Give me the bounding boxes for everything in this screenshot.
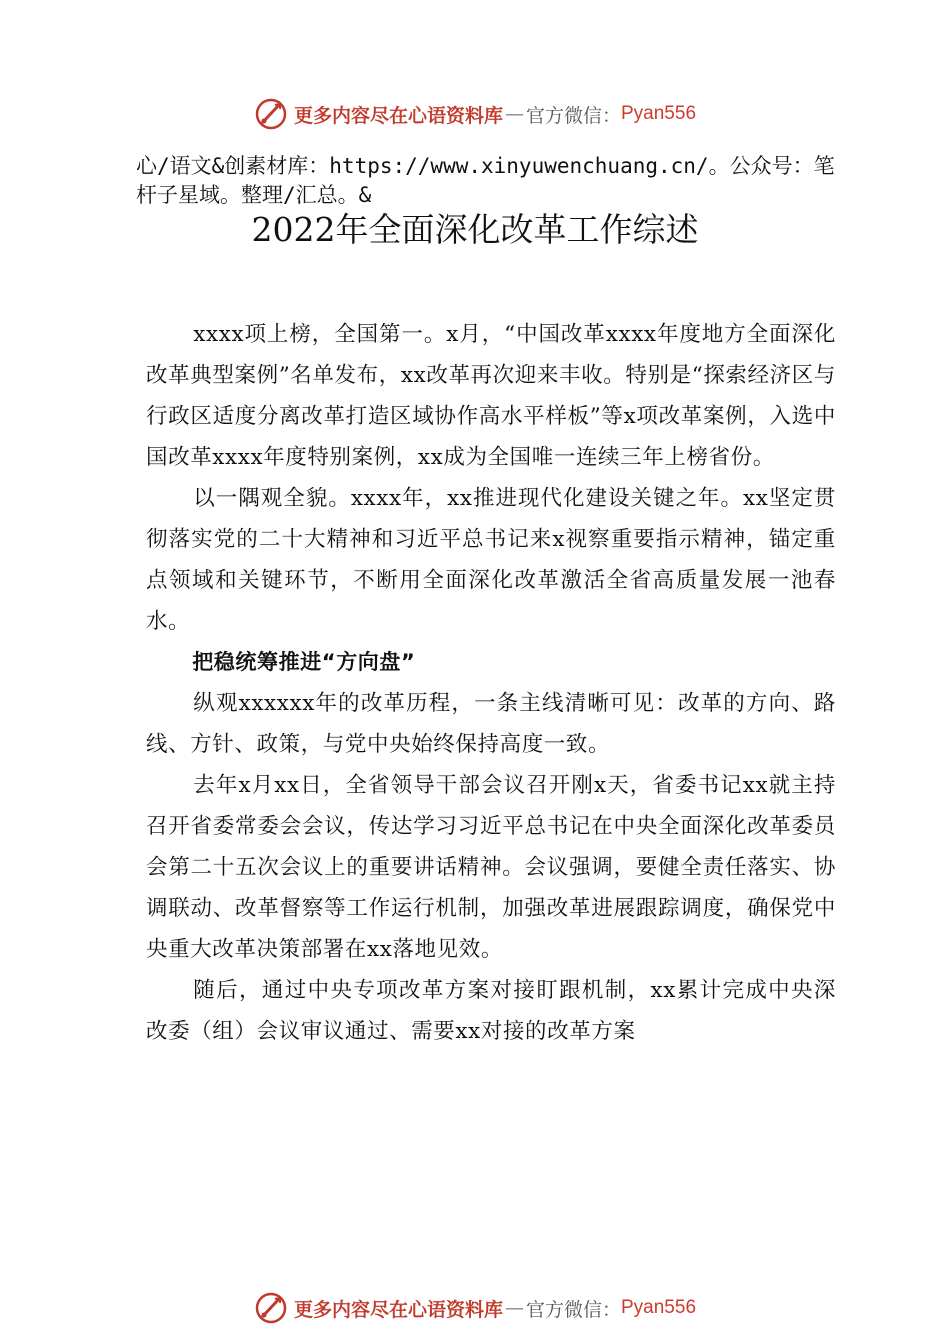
banner-separator: — [504,103,524,125]
paragraph: xxxx项上榜，全国第一。x月，“中国改革xxxx年度地方全面深化改革典型案例”名单发布，xx改革再次迎来丰收。特别是“探索经济区与行政区适度分离改革打造区域协作高水平样板”等x项改革案例，入选中国改革xxxx年度特别案例，xx成为全国唯一连续三年上榜省份。 [146,322,836,470]
footer-banner [0,1288,950,1328]
brush-logo-icon [254,1291,288,1325]
banner-brand-text: 更多内容尽在心语资料库 [293,104,503,127]
banner-separator: — [504,1297,524,1319]
brush-logo-icon [254,97,288,131]
section-heading: 把稳统筹推进“方向盘” [192,650,416,674]
banner-account: Pyan556 [621,103,697,124]
banner-wechat-label: 官方微信： [525,1298,621,1321]
document-body [146,314,836,1052]
banner-brand-text: 更多内容尽在心语资料库 [293,1298,503,1321]
paragraph: 去年x月xx日，全省领导干部会议召开刚x天，省委书记xx就主持召开省委常委会会议，传达学习习近平总书记在中央全面深化改革委员会第二十五次会议上的重要讲话精神。会议强调，要健全责任落实、协调联动、改革督察等工作运行机制，加强改革进展跟踪调度，确保党中央重大改革决策部署在xx落地见效。 [146,773,836,962]
source-note: 心/语文&创素材库：https://www.xinyuwenchuang.cn/。公众号：笔杆子星域。整理/汇总。& [136,154,835,207]
paragraph: 纵观xxxxxx年的改革历程，一条主线清晰可见：改革的方向、路线、方针、政策，与党中央始终保持高度一致。 [146,691,836,757]
banner-wechat-label: 官方微信： [525,104,621,127]
document-title: 2022年全面深化改革工作综述 [251,210,699,249]
paragraph: 以一隅观全貌。xxxx年，xx推进现代化建设关键之年。xx坚定贯彻落实党的二十大精神和习近平总书记来x视察重要指示精神，锚定重点领域和关键环节，不断用全面深化改革激活全省高质量发展一池春水。 [146,486,836,634]
banner-account: Pyan556 [621,1297,697,1318]
paragraph: 随后，通过中央专项改革方案对接盯跟机制，xx累计完成中央深改委（组）会议审议通过、需要xx对接的改革方案 [146,978,836,1044]
header-banner [0,94,950,134]
